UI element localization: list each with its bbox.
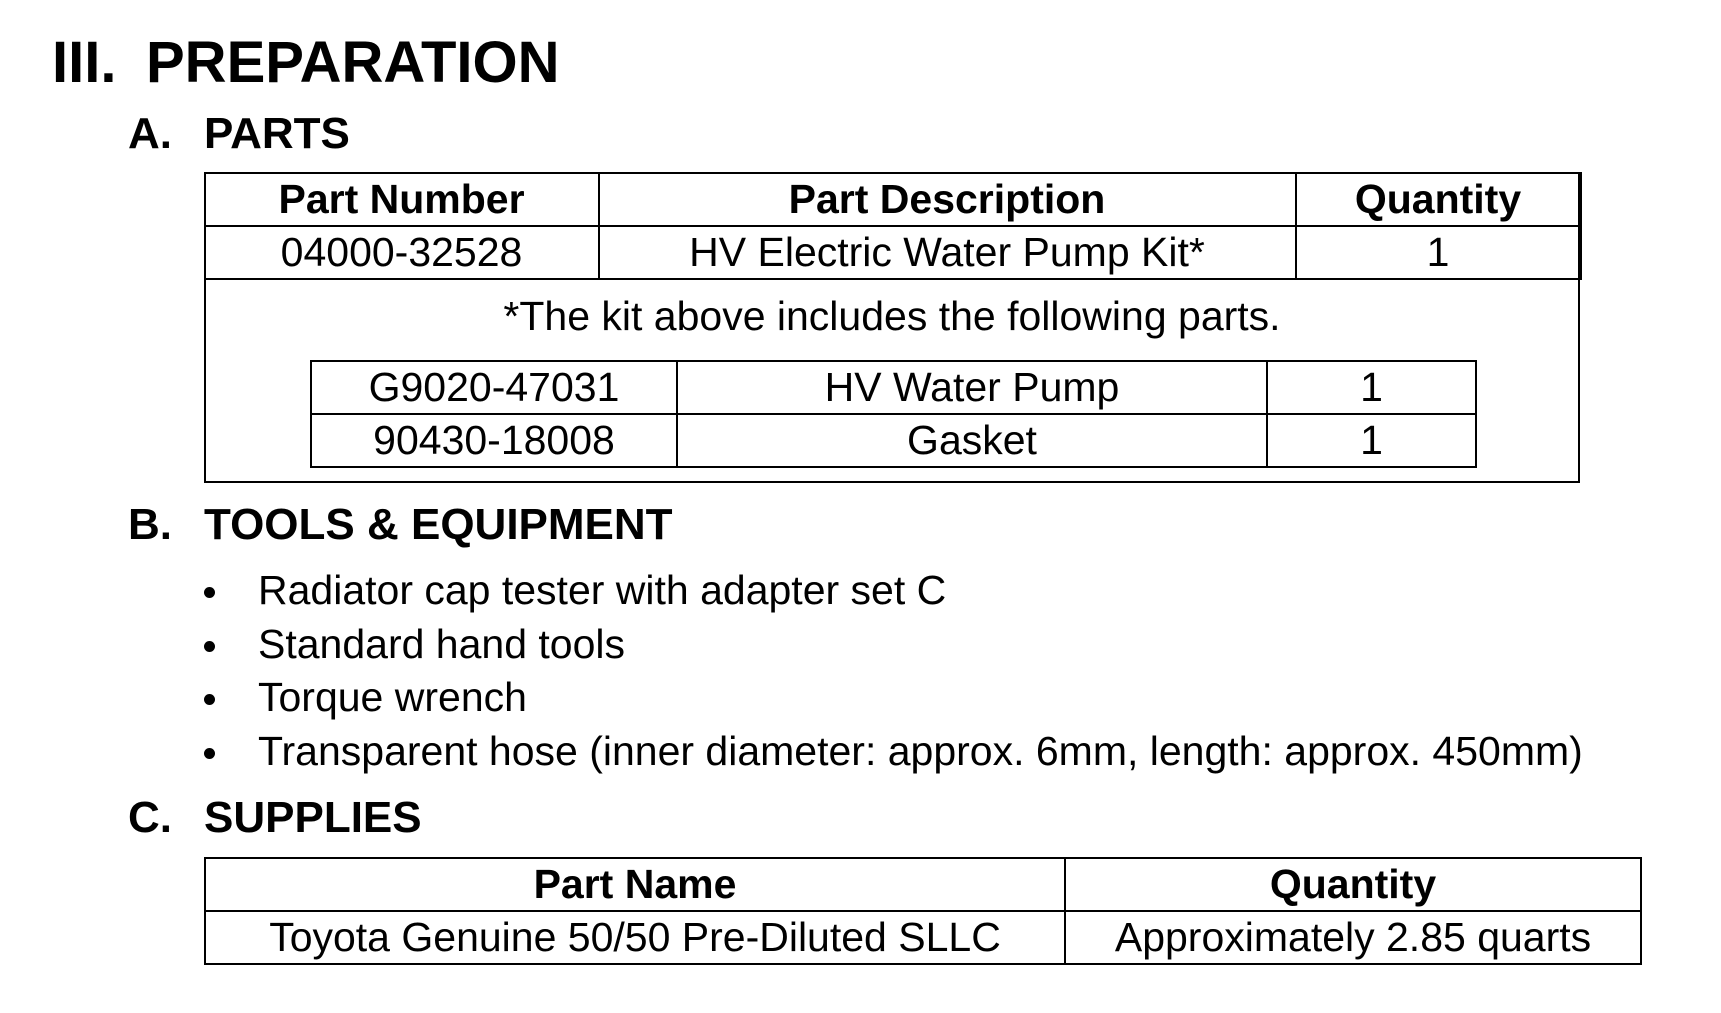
tools-heading <box>128 499 673 551</box>
supplies-title: SUPPLIES <box>204 793 422 842</box>
part-number-cell: 90430-18008 <box>311 414 677 467</box>
quantity-cell: 1 <box>1267 414 1476 467</box>
tools-list <box>204 564 1583 778</box>
table-row <box>311 361 1476 414</box>
header-quantity: Quantity <box>1296 173 1581 226</box>
section-heading <box>52 28 560 98</box>
kit-note: *The kit above includes the following parts. <box>503 293 1281 339</box>
part-name-cell: Toyota Genuine 50/50 Pre-Diluted SLLC <box>205 911 1065 964</box>
bullet-icon <box>204 748 215 759</box>
header-part-number: Part Number <box>205 173 599 226</box>
tools-title: TOOLS & EQUIPMENT <box>204 500 673 549</box>
table-row <box>205 911 1641 964</box>
tools-letter: B. <box>128 500 172 549</box>
section-number: III. <box>52 30 117 95</box>
part-description-cell: Gasket <box>677 414 1267 467</box>
table-row <box>205 226 1581 279</box>
list-item: Torque wrench <box>204 671 1583 725</box>
parts-heading <box>128 108 350 160</box>
supplies-header-row <box>205 858 1641 911</box>
header-quantity: Quantity <box>1065 858 1641 911</box>
supplies-table <box>204 857 1642 965</box>
parts-header-row <box>205 173 1581 226</box>
supplies-heading <box>128 792 422 844</box>
part-number-cell: 04000-32528 <box>205 226 599 279</box>
quantity-cell: 1 <box>1296 226 1581 279</box>
header-part-description: Part Description <box>599 173 1296 226</box>
section-title: PREPARATION <box>146 30 560 95</box>
supplies-letter: C. <box>128 793 172 842</box>
bullet-icon <box>204 641 215 652</box>
header-part-name: Part Name <box>205 858 1065 911</box>
quantity-cell: 1 <box>1267 361 1476 414</box>
parts-box <box>204 172 1580 483</box>
list-item: Transparent hose (inner diameter: approx. 6mm, length: approx. 450mm) <box>204 725 1583 779</box>
part-number-cell: G9020-47031 <box>311 361 677 414</box>
parts-letter: A. <box>128 109 172 158</box>
bullet-icon <box>204 694 215 705</box>
kit-parts-table <box>310 360 1477 468</box>
parts-title: PARTS <box>204 109 350 158</box>
parts-table <box>204 172 1582 280</box>
part-description-cell: HV Water Pump <box>677 361 1267 414</box>
quantity-cell: Approximately 2.85 quarts <box>1065 911 1641 964</box>
list-item: Radiator cap tester with adapter set C <box>204 564 1583 618</box>
list-item: Standard hand tools <box>204 618 1583 672</box>
part-description-cell: HV Electric Water Pump Kit* <box>599 226 1296 279</box>
table-row <box>311 414 1476 467</box>
bullet-icon <box>204 587 215 598</box>
